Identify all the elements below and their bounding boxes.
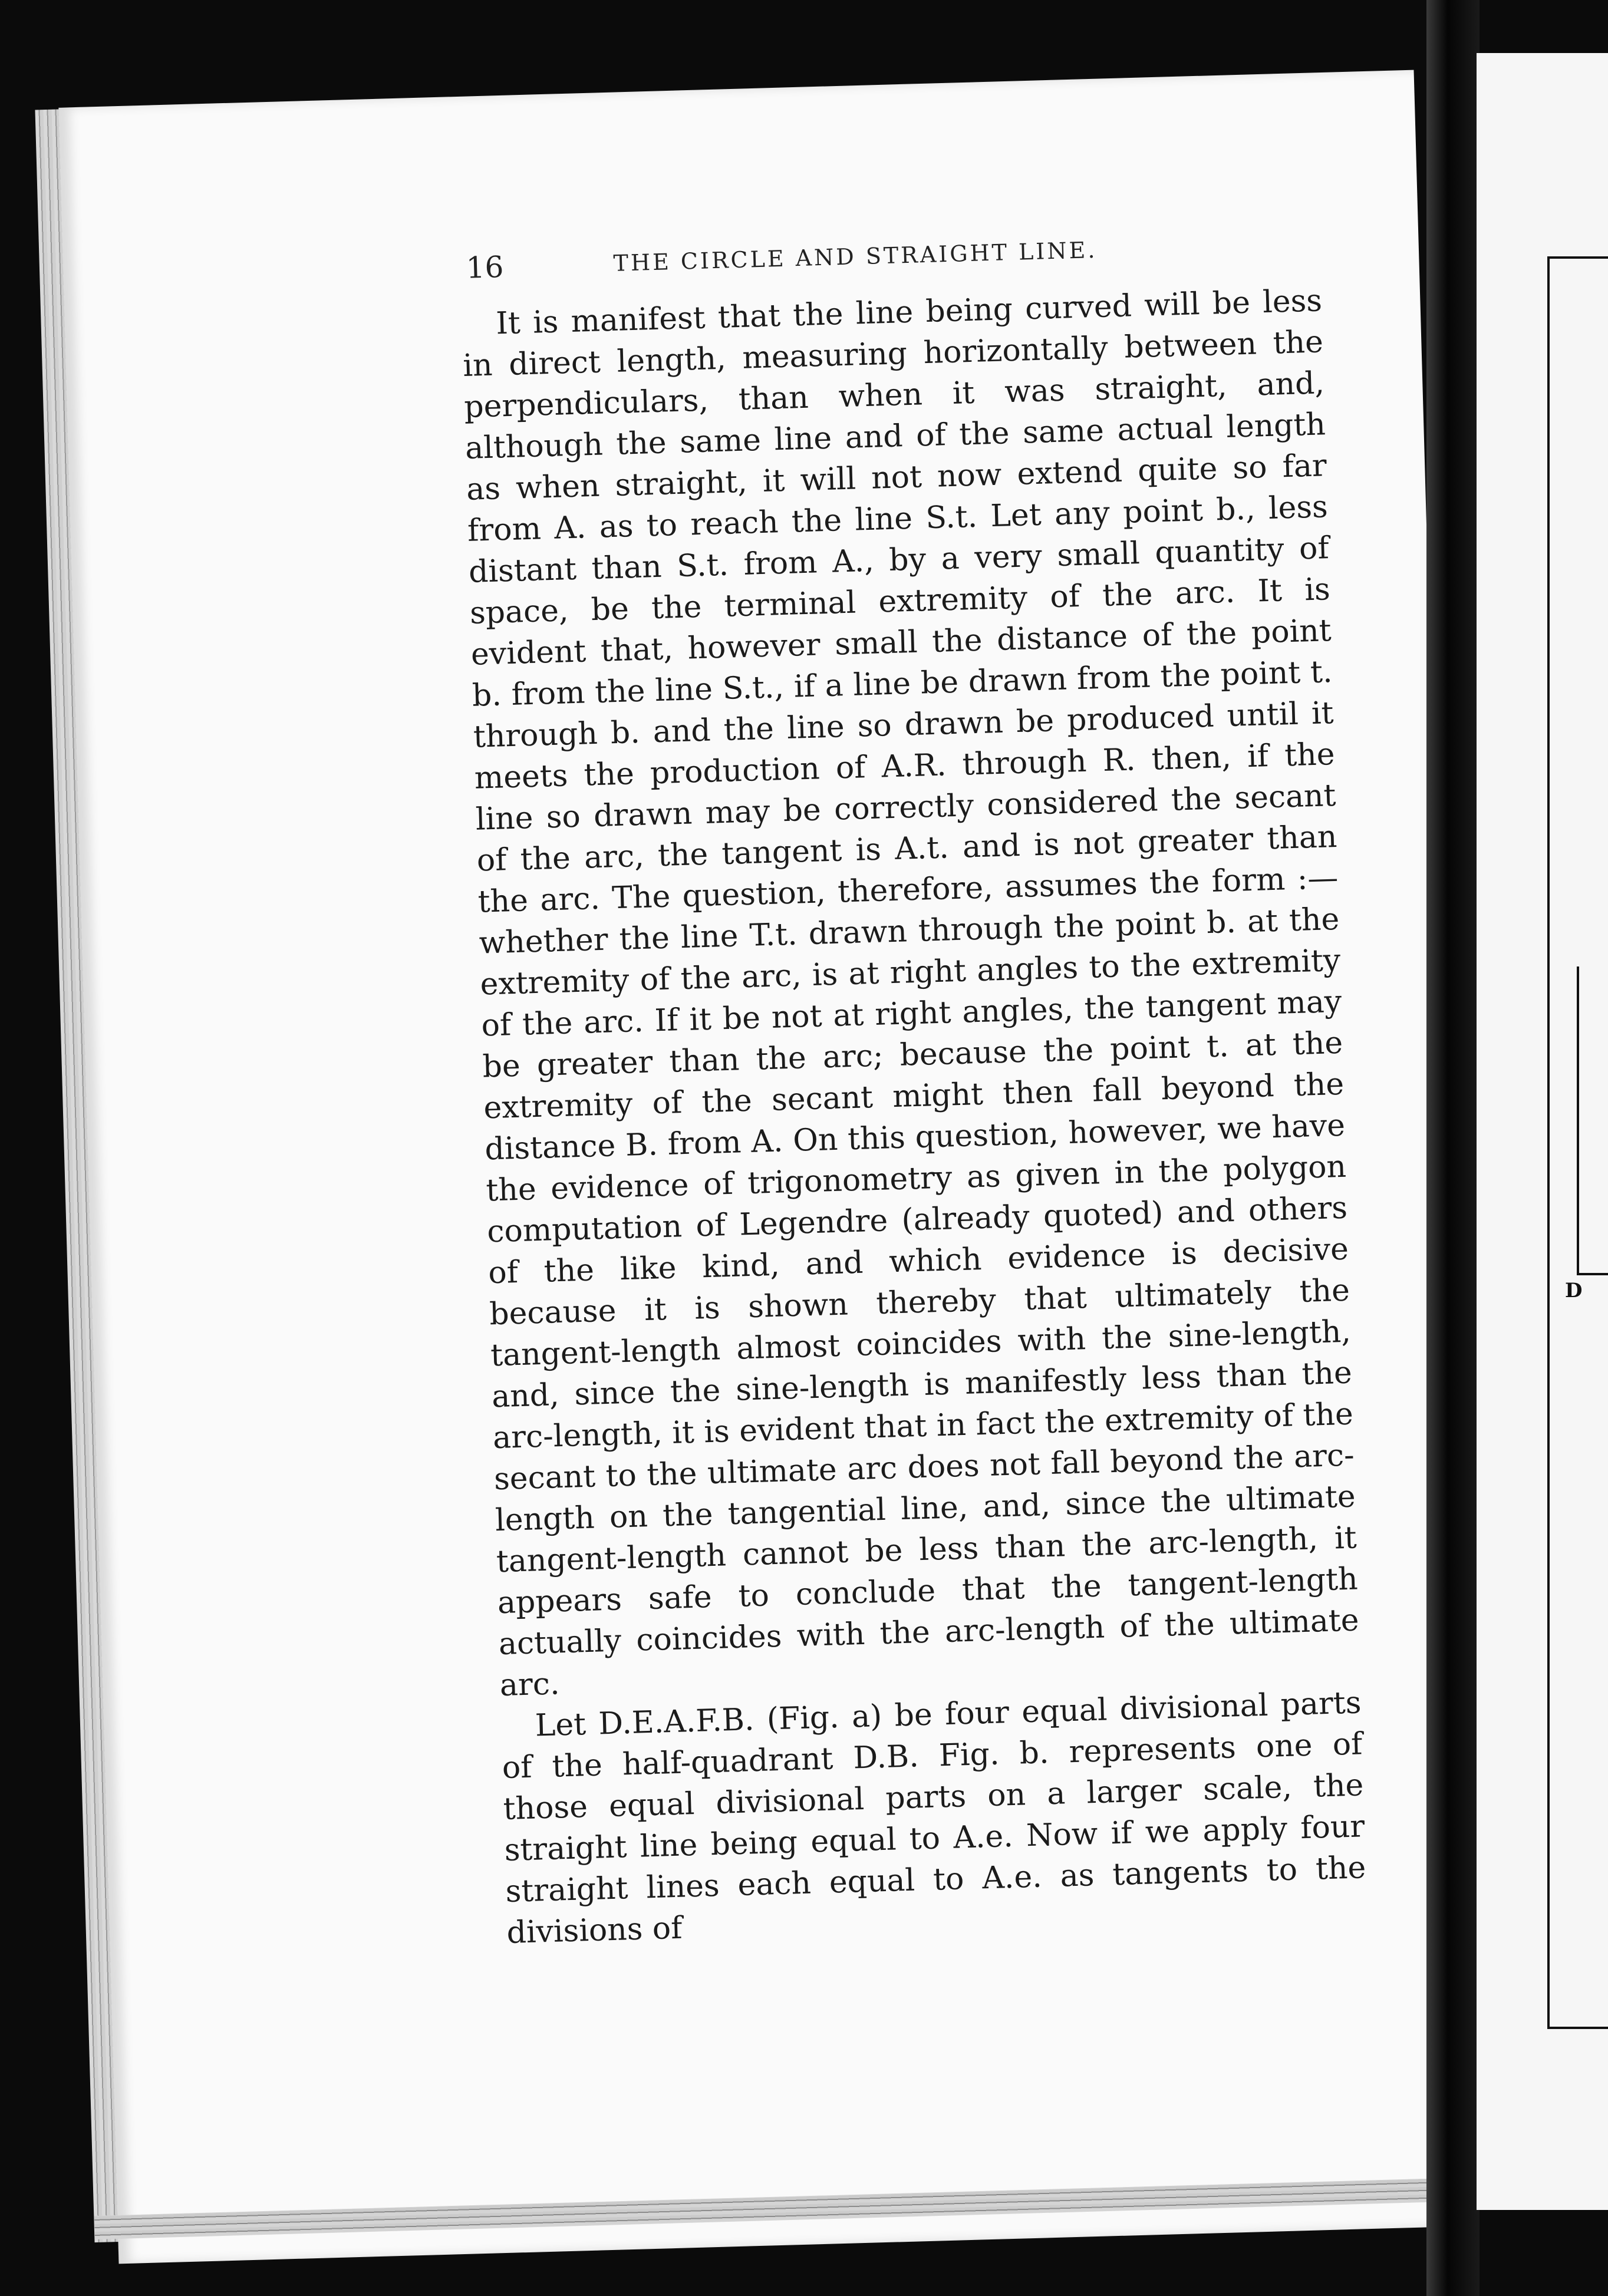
page-number: 16 [465,250,505,285]
figure-line [1577,966,1608,1275]
book-gutter [1426,0,1480,2296]
body-paragraph: Let D.E.A.F.B. (Fig. a) be four equal divisional parts of the half-quadrant D.B. Fig. b. represents one of those equal divisional parts on a larger scale, the straight line being equal to A.e. Now if we apply four straight lines each equal to A.e. as tangents to the divisions of [502,1685,1366,1951]
page-content [377,227,1368,1956]
running-title: THE CIRCLE AND STRAIGHT LINE. [613,236,1098,276]
body-paragraph: It is manifest that the line being curved will be less in direct length, measuring horizontally between the perpendiculars, than when it was straight, and, although the same line and of the same actual length as when straight, it will not now extend quite so far from A. as to reach the line S.t. Let any point b., less distant than S.t. from A., by a very small quantity of space, be the terminal extremity of the arc. It is evident that, however small the distance of the point b. from the line S.t., if a line be drawn from the point t. through b. and the line so drawn be produced until it meets the production of A.R. through R. then, if the line so drawn may be correctly considered the secant of the arc, the tangent is A.t. and is not greater than the arc. The question, therefore, assumes the form :—whether the line T.t. drawn through the point b. at the extremity of the arc, is at right angles to the extremity of the arc. If it be not at right angles, the tangent may be greater than the arc; because the point t. at the extremity of the secant might then fall beyond the distance B. from A. On this question, however, we have the evidence of trigonometry as given in the polygon computation of Legendre (already quoted) and others of the like kind, and which evidence is decisive because it is shown thereby that ultimately the tangent-length almost coincides with the sine-length, and, since the sine-length is manifestly less than the arc-length, it is evident that in fact the extremity of the secant to the ultimate arc does not fall beyond the arc-length on the tangential line, and, since the ultimate tangent-length cannot be less than the arc-length, it appears safe to conclude that the tangent-length actually coincides with the arc-length of the ultimate arc. [462,283,1360,1704]
figure-label: D [1565,1279,1583,1302]
right-page [1477,53,1608,2210]
